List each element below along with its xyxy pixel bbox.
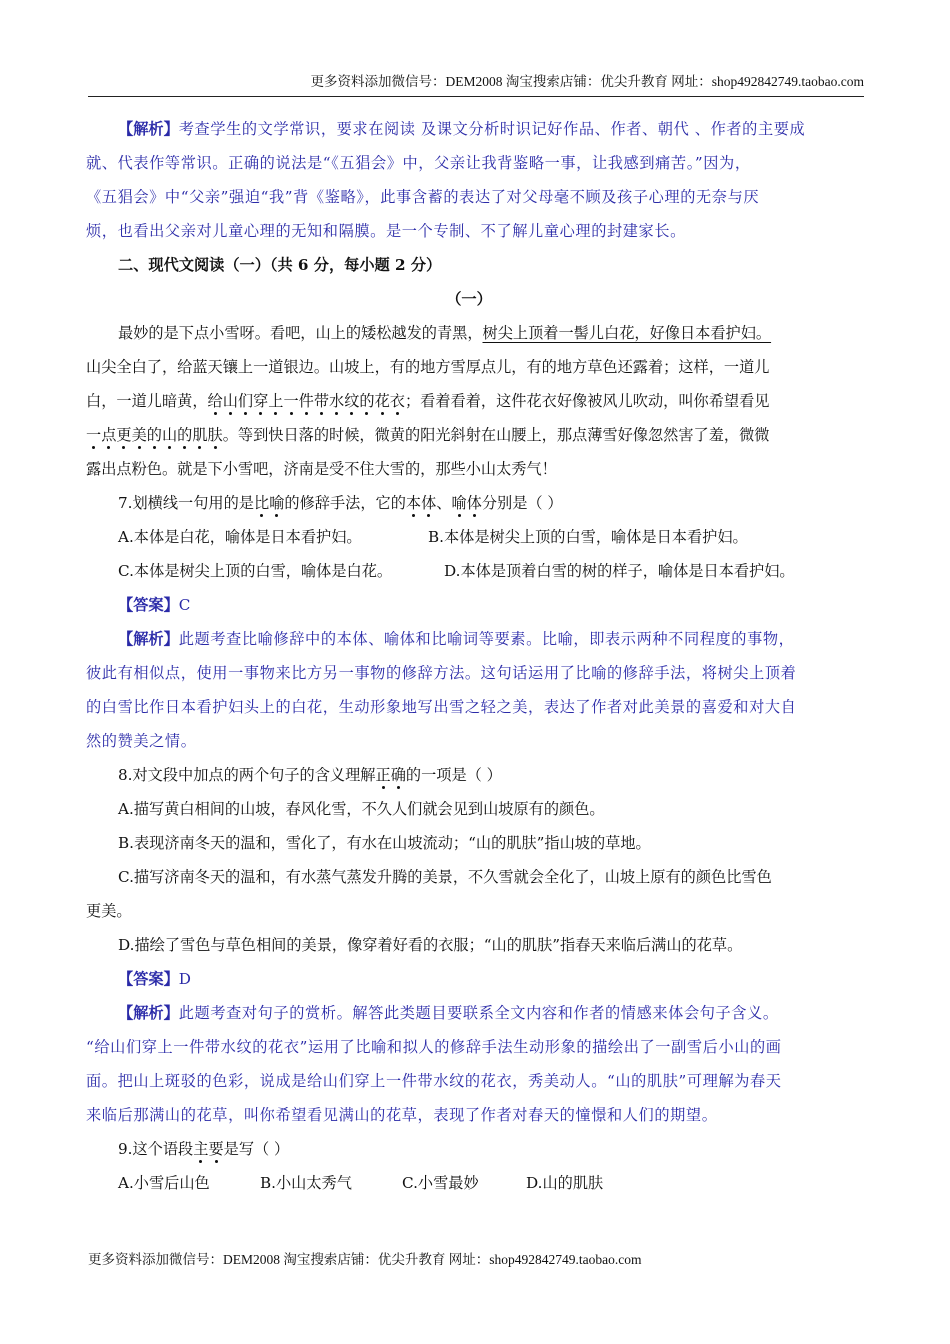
analysis-text: 此题考查对句子的赏析。解答此类题目要联系全文内容和作者的情感来体会句子含义。 bbox=[178, 1004, 779, 1022]
option-c[interactable]: C.描写济南冬天的温和，有水蒸气蒸发升腾的美景，不久雪就会全化了，山坡上原有的颜色比雪色 bbox=[118, 868, 772, 886]
emphasis-char: 山 bbox=[161, 426, 178, 444]
option-d[interactable]: D.山的肌肤 bbox=[526, 1174, 604, 1192]
question-9-options bbox=[86, 1166, 852, 1200]
answer-value: C bbox=[178, 596, 191, 614]
analysis-tag: 【解析】 bbox=[118, 630, 179, 648]
question-7-stem bbox=[86, 486, 852, 520]
emphasis-char: 确 bbox=[390, 766, 406, 784]
option-a[interactable]: A.本体是白花，喻体是日本看护妇。 bbox=[118, 528, 362, 546]
passage-line bbox=[86, 316, 852, 350]
analysis-line: 然的赞美之情。 bbox=[86, 732, 197, 750]
option-b[interactable]: B.小山太秀气 bbox=[260, 1174, 352, 1192]
option-b[interactable]: B.表现济南冬天的温和，雪化了，有水在山坡流动；“山的肌肤”指山坡的草地。 bbox=[118, 834, 651, 852]
emphasis-char: 的 bbox=[177, 426, 193, 444]
passage-text: 白，一道儿暗黄， bbox=[86, 392, 208, 410]
analysis-line: 就、代表作等常识。正确的说法是“《五猖会》中，父亲让我背鉴略一事，让我感到痛苦。”因为， bbox=[86, 154, 751, 172]
emphasis-char: 比 bbox=[254, 494, 270, 512]
stem-text: 7.划横线一句用的是 bbox=[118, 494, 254, 512]
analysis-text: 考查学生的文学常识，要求在阅读 及课文分析时识记好作品、作者、朝代 、作者的主要成 bbox=[178, 120, 806, 138]
emphasis-char: 们 bbox=[237, 392, 254, 410]
analysis-line bbox=[86, 112, 852, 146]
emphasis-char: 一 bbox=[283, 392, 299, 410]
passage-line: 露出点粉色。就是下小雪吧，济南是受不住大雪的，那些小山太秀气！ bbox=[86, 460, 557, 478]
page-footer: 更多资料添加微信号：DEM2008 淘宝搜索店铺：优尖升教育 网址：shop492842749.taobao.com bbox=[88, 1252, 642, 1267]
question-9-stem bbox=[86, 1132, 852, 1166]
question-8-stem bbox=[86, 758, 852, 792]
emphasis-char: 肤 bbox=[207, 426, 223, 444]
emphasis-char: 本 bbox=[405, 494, 422, 512]
answer-value: D bbox=[178, 970, 191, 988]
emphasis-char: 主 bbox=[193, 1140, 209, 1158]
passage-line bbox=[86, 418, 852, 452]
underlined-sentence: 树尖上顶着一髻儿白花，好像日本看护妇。 bbox=[482, 324, 772, 342]
answer-tag: 【答案】 bbox=[118, 970, 179, 988]
emphasis-char: 带 bbox=[313, 392, 329, 410]
emphasis-char: 美 bbox=[131, 426, 147, 444]
emphasis-char: 体 bbox=[466, 494, 482, 512]
stem-text: 9.这个语段 bbox=[118, 1140, 194, 1158]
emphasis-char: 喻 bbox=[451, 494, 467, 512]
emphasis-char: 水 bbox=[329, 392, 345, 410]
emphasis-char: 穿 bbox=[253, 392, 269, 410]
emphasis-char: 要 bbox=[208, 1140, 224, 1158]
analysis-line: “给山们穿上一件带水纹的花衣”运用了比喻和拟人的修辞手法生动形象的描绘出了一副雪后小山的画 bbox=[86, 1038, 782, 1056]
dotted-word bbox=[406, 494, 436, 512]
emphasis-char: 喻 bbox=[269, 494, 285, 512]
section-heading: 二、现代文阅读（一）（共 6 分，每小题 2 分） bbox=[118, 256, 442, 274]
option-a[interactable]: A.小雪后山色 bbox=[118, 1174, 210, 1192]
emphasis-char: 肌 bbox=[192, 426, 208, 444]
passage-text: 。等到快日落的时候，微黄的阳光斜射在山腰上，那点薄雪好像忽然害了羞，微微 bbox=[222, 426, 770, 444]
page-header: 更多资料添加微信号：DEM2008 淘宝搜索店铺：优尖升教育 网址：shop492842749.taobao.com bbox=[88, 70, 864, 97]
emphasis-char: 上 bbox=[268, 392, 284, 410]
option-d[interactable]: D.本体是顶着白雪的树的样子，喻体是日本看护妇。 bbox=[444, 562, 795, 580]
emphasis-char: 正 bbox=[375, 766, 391, 784]
answer-line bbox=[86, 962, 852, 996]
passage-text: ；看着看着，这件花衣好像被风儿吹动，叫你希望看见 bbox=[404, 392, 770, 410]
analysis-line: 《五猖会》中“父亲”强迫“我”背《鉴略》，此事含蓄的表达了对父母毫不顾及孩子心理的无奈与厌 bbox=[86, 188, 760, 206]
answer-tag: 【答案】 bbox=[118, 596, 179, 614]
option-c[interactable]: C.小雪最妙 bbox=[402, 1174, 479, 1192]
analysis-line: 烦，也看出父亲对儿童心理的无知和隔膜。是一个专制、不了解儿童心理的封建家长。 bbox=[86, 222, 686, 240]
passage-text: 最妙的是下点小雪呀。看吧，山上的矮松越发的青黑， bbox=[118, 324, 483, 342]
passage-line bbox=[86, 384, 852, 418]
option-a[interactable]: A.描写黄白相间的山坡，春风化雪，不久人们就会见到山坡原有的颜色。 bbox=[118, 800, 605, 818]
stem-text: 、 bbox=[436, 494, 452, 512]
option-b[interactable]: B.本体是树尖上顶的白雪，喻体是日本看护妇。 bbox=[428, 528, 748, 546]
analysis-line: 来临后那满山的花草，叫你希望看见满山的花草，表现了作者对春天的憧憬和人们的期望。 bbox=[86, 1106, 718, 1124]
analysis-line: 的白雪比作日本看护妇头上的白花，生动形象地写出雪之轻之美，表达了作者对此美景的喜爱和对大自 bbox=[86, 698, 797, 716]
analysis-line bbox=[86, 996, 852, 1030]
emphasis-char: 一 bbox=[86, 426, 102, 444]
stem-text: 分别是（ ） bbox=[481, 494, 563, 512]
emphasis-char: 的 bbox=[359, 392, 375, 410]
emphasis-char: 更 bbox=[116, 426, 132, 444]
stem-text: 8.对文段中加点的两个句子的含义理解 bbox=[118, 766, 376, 784]
page-content bbox=[86, 112, 852, 1200]
answer-line bbox=[86, 588, 852, 622]
option-c[interactable]: C.本体是树尖上顶的白雪，喻体是白花。 bbox=[118, 562, 393, 580]
emphasis-char: 点 bbox=[101, 426, 117, 444]
dotted-sentence-1 bbox=[208, 392, 405, 410]
dotted-word bbox=[254, 494, 284, 512]
emphasis-char: 件 bbox=[298, 392, 314, 410]
passage-line: 山尖全白了，给蓝天镶上一道银边。山坡上，有的地方雪厚点儿，有的地方草色还露着；这样，一道儿 bbox=[86, 358, 770, 376]
emphasis-char: 花 bbox=[374, 392, 390, 410]
dotted-sentence-2 bbox=[86, 426, 223, 444]
stem-text: 的一项是（ ） bbox=[405, 766, 502, 784]
option-c-continued[interactable]: 更美。 bbox=[86, 902, 132, 920]
analysis-line: 面。把山上斑驳的色彩，说成是给山们穿上一件带水纹的花衣，秀美动人。“山的肌肤”可理解为春天 bbox=[86, 1072, 782, 1090]
section-subheading: （一） bbox=[446, 290, 492, 308]
analysis-line: 彼此有相似点，使用一事物来比方另一事物的修辞方法。这句话运用了比喻的修辞手法，将树尖上顶着 bbox=[86, 664, 797, 682]
dotted-word bbox=[376, 766, 406, 784]
question-7-options-ab bbox=[86, 520, 852, 554]
emphasis-char: 山 bbox=[222, 392, 238, 410]
emphasis-char: 的 bbox=[146, 426, 162, 444]
emphasis-char: 给 bbox=[207, 392, 223, 410]
analysis-line bbox=[86, 622, 852, 656]
analysis-tag: 【解析】 bbox=[118, 1004, 179, 1022]
analysis-tag: 【解析】 bbox=[118, 120, 179, 138]
emphasis-char: 体 bbox=[421, 494, 437, 512]
question-7-options-cd bbox=[86, 554, 852, 588]
analysis-text: 此题考查比喻修辞中的本体、喻体和比喻词等要素。比喻，即表示两种不同程度的事物， bbox=[178, 630, 795, 648]
stem-text: 的修辞手法，它的 bbox=[284, 494, 406, 512]
dotted-word bbox=[451, 494, 481, 512]
emphasis-char: 衣 bbox=[389, 392, 405, 410]
emphasis-char: 纹 bbox=[344, 392, 360, 410]
option-d[interactable]: D.描绘了雪色与草色相间的美景，像穿着好看的衣服；“山的肌肤”指春天来临后满山的花草。 bbox=[118, 936, 743, 954]
dotted-word bbox=[193, 1140, 223, 1158]
stem-text: 是写（ ） bbox=[223, 1140, 290, 1158]
